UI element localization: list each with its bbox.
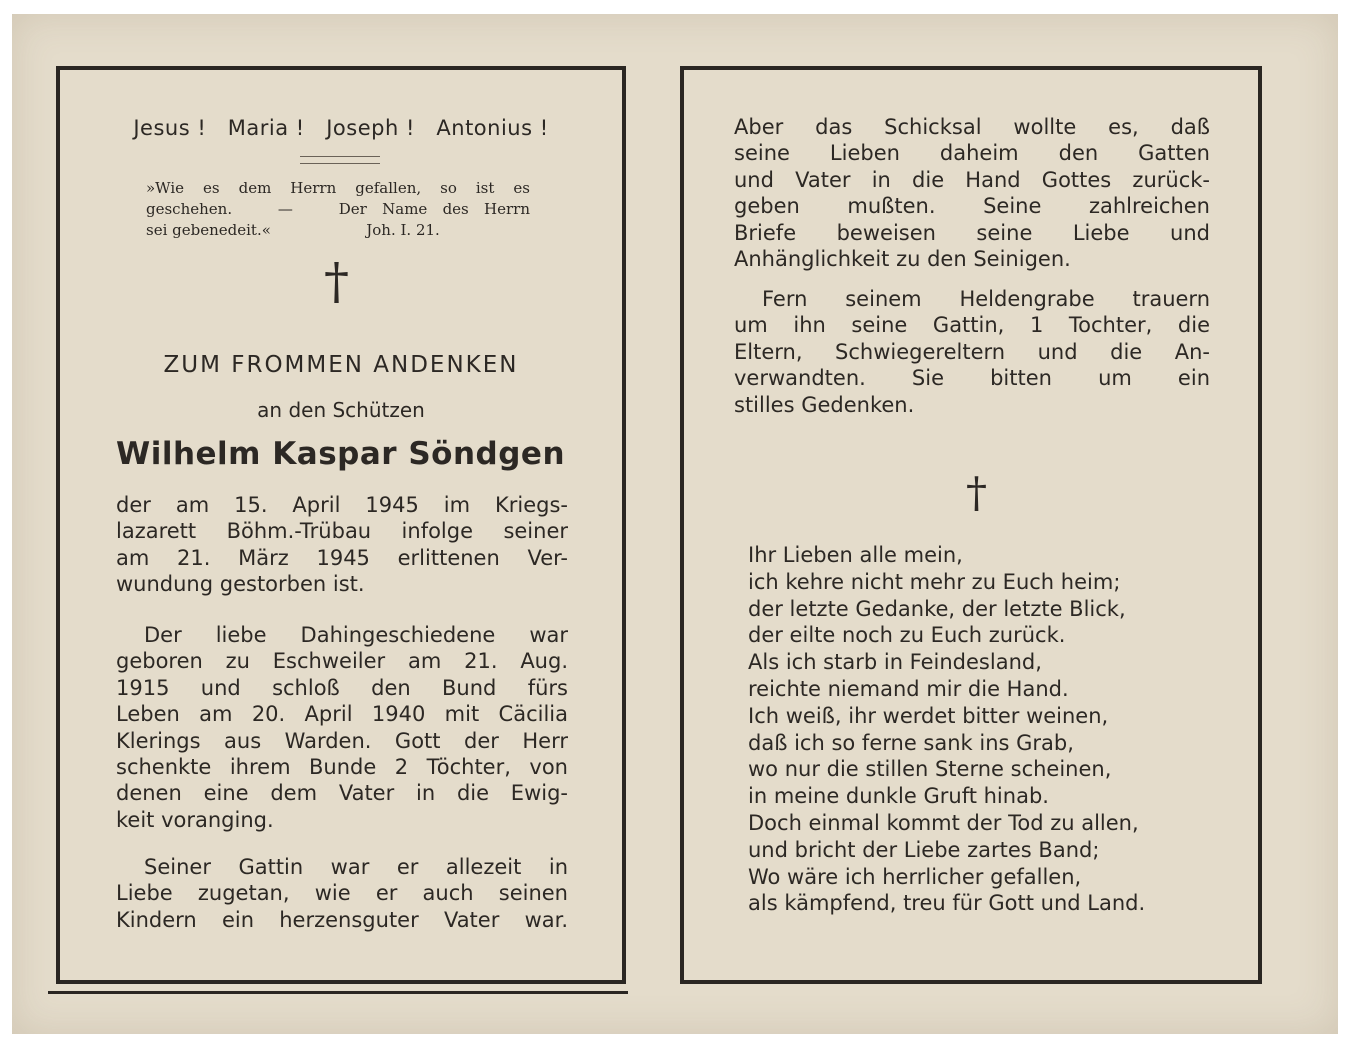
text-line: denen eine dem Vater in die Ewig- — [116, 781, 568, 806]
poem-line: ich kehre nicht mehr zu Euch heim; — [748, 569, 1121, 594]
text-line: Eltern, Schwiegereltern und die An- — [734, 339, 1210, 364]
left-panel — [56, 66, 626, 984]
poem-line: daß ich so ferne sank ins Grab, — [748, 730, 1074, 755]
poem-line: Doch einmal kommt der Tod zu allen, — [748, 810, 1139, 835]
subheading: an den Schützen — [257, 398, 425, 422]
text-line: geben mußten. Seine zahlreichen — [734, 194, 1210, 219]
bottom-rule — [48, 991, 628, 994]
text-line: schenkte ihrem Bunde 2 Töchter, von — [116, 755, 568, 780]
poem-line: der letzte Gedanke, der letzte Blick, — [748, 596, 1126, 621]
text-line: am 21. März 1945 erlittenen Ver- — [116, 545, 568, 570]
memorial-card — [12, 14, 1338, 1034]
cross-icon: † — [324, 252, 349, 310]
invocation: Jesus ! Maria ! Joseph ! Antonius ! — [133, 116, 549, 140]
poem-line: Ihr Lieben alle mein, — [748, 543, 963, 567]
fate-paragraph — [734, 114, 1210, 272]
poem-line: wo nur die stillen Sterne scheinen, — [748, 757, 1112, 782]
text-line: Briefe beweisen seine Liebe und — [734, 220, 1210, 245]
text-line: Der liebe Dahingeschiedene war — [144, 623, 568, 647]
text-line: Fern seinem Heldengrabe trauern — [762, 287, 1210, 311]
text-line: Anhänglichkeit zu den Seinigen. — [734, 247, 1071, 272]
text-line: wundung gestorben ist. — [116, 572, 365, 597]
text-line: 1915 und schloß den Bund fürs — [116, 675, 568, 700]
heading: ZUM FROMMEN ANDENKEN — [163, 352, 519, 378]
text-line: Liebe zugetan, wie er auch seinen — [116, 881, 568, 906]
quote-line: sei gebenedeit.« Joh. I. 21. — [146, 221, 440, 239]
text-line: Seiner Gattin war er allezeit in — [144, 855, 568, 879]
text-line: keit voranging. — [116, 807, 274, 832]
text-line: Aber das Schicksal wollte es, daß — [734, 115, 1210, 139]
poem-line: Wo wäre ich herrlicher gefallen, — [748, 864, 1082, 889]
poem-line: Ich weiß, ihr werdet bitter weinen, — [748, 703, 1109, 728]
text-line: der am 15. April 1945 im Kriegs- — [116, 493, 568, 517]
text-line: stilles Gedenken. — [734, 392, 915, 417]
poem — [748, 542, 1145, 917]
poem-line: als kämpfend, treu für Gott und Land. — [748, 891, 1146, 916]
text-line: um ihn seine Gattin, 1 Tochter, die — [734, 313, 1210, 338]
quote-line: »Wie es dem Herrn gefallen, so ist es — [146, 179, 530, 197]
quote-line: geschehen. — Der Name des Herrn — [146, 200, 530, 218]
poem-line: Als ich starb in Feindesland, — [748, 650, 1042, 675]
ornamental-rule — [300, 156, 380, 164]
deceased-name: Wilhelm Kaspar Söndgen — [116, 436, 566, 472]
text-line: verwandten. Sie bitten um ein — [734, 366, 1210, 391]
biography-paragraph — [116, 622, 568, 833]
mourners-paragraph — [734, 286, 1210, 418]
right-panel — [680, 66, 1262, 984]
text-line: Kindern ein herzensguter Vater war. — [116, 907, 568, 932]
scripture-quote — [146, 178, 530, 241]
cross-icon: † — [966, 468, 987, 517]
poem-line: der eilte noch zu Euch zurück. — [748, 623, 1066, 648]
text-line: Leben am 20. April 1940 mit Cäcilia — [116, 702, 568, 727]
text-line: Klerings aus Warden. Gott der Herr — [116, 728, 568, 753]
text-line: seine Lieben daheim den Gatten — [734, 141, 1210, 166]
family-paragraph — [116, 854, 568, 933]
text-line: und Vater in die Hand Gottes zurück- — [734, 167, 1210, 192]
poem-line: und bricht der Liebe zartes Band; — [748, 837, 1100, 862]
poem-line: reichte niemand mir die Hand. — [748, 676, 1069, 701]
text-line: lazarett Böhm.-Trübau infolge seiner — [116, 519, 568, 544]
text-line: geboren zu Eschweiler am 21. Aug. — [116, 649, 568, 674]
death-paragraph — [116, 492, 568, 598]
poem-line: in meine dunkle Gruft hinab. — [748, 784, 1049, 809]
